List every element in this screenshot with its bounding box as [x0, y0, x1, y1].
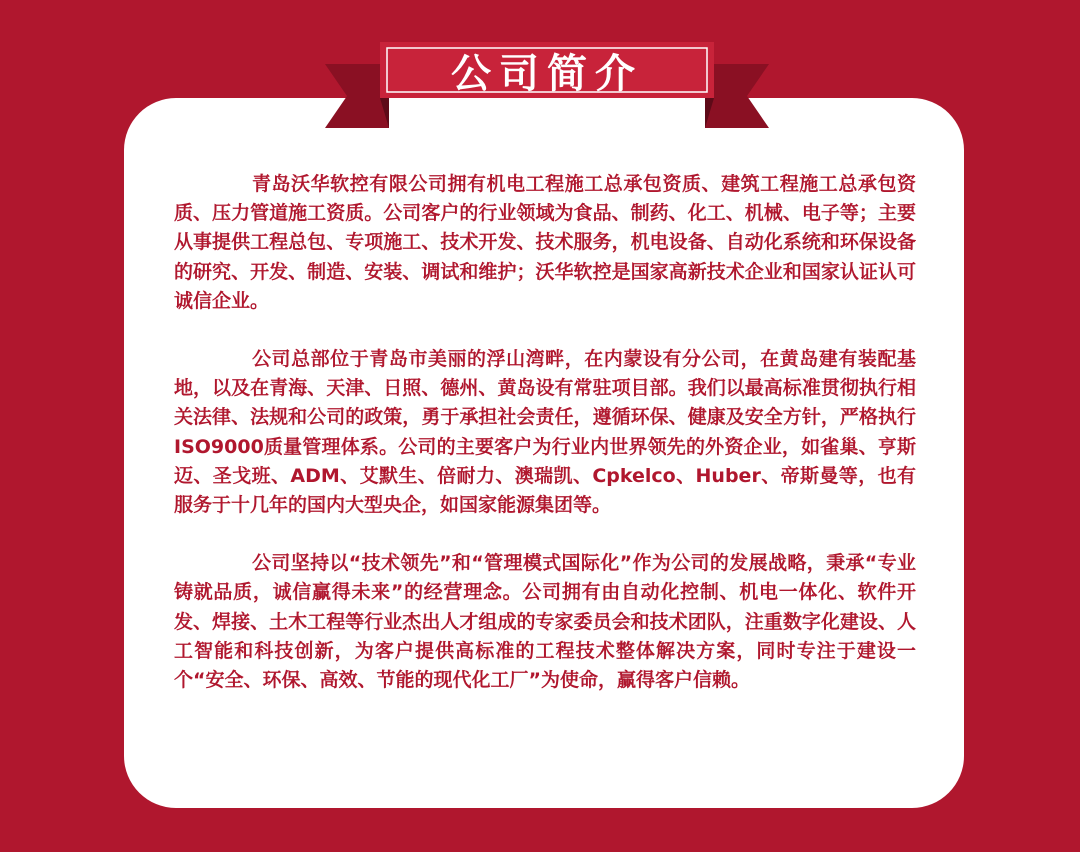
- ribbon-right-tail: [705, 64, 769, 128]
- company-intro-body: [174, 170, 916, 695]
- intro-paragraph-1: 青岛沃华软控有限公司拥有机电工程施工总承包资质、建筑工程施工总承包资质、压力管道施工资质。公司客户的行业领域为食品、制药、化工、机械、电子等；主要从事提供工程总包、专项施工、技术开发、技术服务，机电设备、自动化系统和环保设备的研究、开发、制造、安装、调试和维护；沃华软控是国家高新技术企业和国家认证认可诚信企业。: [174, 173, 916, 312]
- page-title: 公司简介: [451, 51, 643, 97]
- intro-paragraph-3: 公司坚持以“技术领先”和“管理模式国际化”作为公司的发展战略，秉承“专业铸就品质，诚信赢得未来”的经营理念。公司拥有由自动化控制、机电一体化、软件开发、焊接、土木工程等行业杰出人才组成的专家委员会和技术团队，注重数字化建设、人工智能和科技创新，为客户提供高标准的工程技术整体解决方案，同时专注于建设一个“安全、环保、高效、节能的现代化工厂”为使命，赢得客户信赖。: [174, 552, 916, 692]
- intro-paragraph-2: 公司总部位于青岛市美丽的浮山湾畔，在内蒙设有分公司，在黄岛建有装配基地，以及在青海、天津、日照、德州、黄岛设有常驻项目部。我们以最高标准贯彻执行相关法律、法规和公司的政策，勇于承担社会责任，遵循环保、健康及安全方针，严格执行ISO9000质量管理体系。公司的主要客户为行业内世界领先的外资企业，如雀巢、亨斯迈、圣戈班、ADM、艾默生、倍耐力、澳瑞凯、Cpkelco、Huber、帝斯曼等，也有服务于十几年的国内大型央企，如国家能源集团等。: [174, 348, 916, 517]
